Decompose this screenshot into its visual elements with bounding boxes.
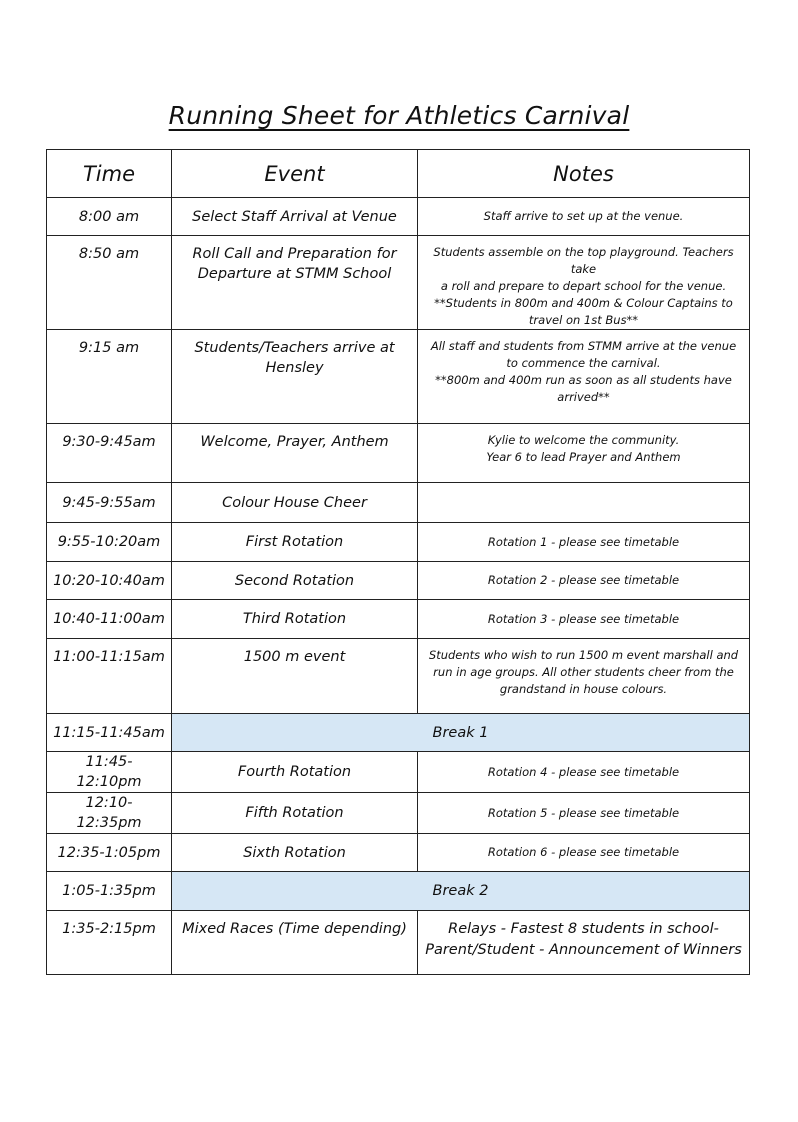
notes-line: to commence the carnival. bbox=[506, 356, 661, 370]
notes-cell bbox=[418, 483, 750, 523]
time-cell: 12:35-1:05pm bbox=[47, 834, 172, 872]
notes-line: a roll and prepare to depart school for the venue. bbox=[440, 279, 727, 293]
time-cell: 9:55-10:20am bbox=[47, 523, 172, 562]
notes-line: All staff and students from STMM arrive at the venue bbox=[430, 339, 737, 353]
table-row bbox=[47, 483, 750, 523]
header-notes: Notes bbox=[418, 150, 750, 198]
page-title bbox=[0, 96, 798, 136]
time-cell: 1:05-1:35pm bbox=[47, 872, 172, 911]
notes-line: Rotation 3 - please see timetable bbox=[487, 611, 680, 626]
table-row bbox=[47, 236, 750, 330]
notes-line: Rotation 1 - please see timetable bbox=[487, 534, 680, 549]
event-line: Third Rotation bbox=[242, 611, 347, 627]
notes-line: Rotation 2 - please see timetable bbox=[487, 573, 680, 587]
event-cell bbox=[172, 523, 418, 562]
break-row bbox=[47, 872, 750, 911]
table-row bbox=[47, 330, 750, 424]
break-row bbox=[47, 714, 750, 752]
notes-line: **800m and 400m run as soon as all students have bbox=[435, 373, 732, 387]
notes-cell bbox=[418, 752, 750, 793]
event-cell bbox=[172, 911, 418, 975]
event-cell bbox=[172, 600, 418, 639]
time-cell: 11:00-11:15am bbox=[47, 639, 172, 714]
notes-cell bbox=[418, 562, 750, 600]
event-line: Students/Teachers arrive at bbox=[194, 340, 395, 356]
event-line: Second Rotation bbox=[234, 572, 355, 589]
break-cell: Break 2 bbox=[172, 872, 750, 911]
notes-line: Relays - Fastest 8 students in school- bbox=[448, 921, 719, 937]
notes-line: arrived** bbox=[557, 390, 610, 404]
notes-line: Staff arrive to set up at the venue. bbox=[483, 209, 684, 223]
header-row bbox=[47, 150, 750, 198]
event-line: Hensley bbox=[265, 360, 324, 376]
notes-line: grandstand in house colours. bbox=[499, 682, 668, 696]
time-cell: 1:35-2:15pm bbox=[47, 911, 172, 975]
table-row bbox=[47, 198, 750, 236]
event-line: First Rotation bbox=[245, 534, 344, 550]
table-row bbox=[47, 523, 750, 562]
time-cell: 9:15 am bbox=[47, 330, 172, 424]
time-cell: 10:20-10:40am bbox=[47, 562, 172, 600]
event-cell bbox=[172, 752, 418, 793]
notes-cell bbox=[418, 523, 750, 562]
notes-line: Year 6 to lead Prayer and Anthem bbox=[486, 450, 681, 464]
notes-cell bbox=[418, 236, 750, 330]
notes-line: run in age groups. All other students cheer from the bbox=[433, 665, 734, 679]
page-title-text: Running Sheet for Athletics Carnival bbox=[168, 101, 630, 130]
notes-line: Students who wish to run 1500 m event marshall and bbox=[428, 648, 739, 662]
event-cell bbox=[172, 330, 418, 424]
notes-line: Students assemble on the top playground. Teachers take bbox=[433, 245, 734, 276]
event-line: Fourth Rotation bbox=[237, 764, 352, 780]
notes-line: Rotation 5 - please see timetable bbox=[487, 805, 680, 820]
table-row bbox=[47, 639, 750, 714]
notes-cell bbox=[418, 639, 750, 714]
notes-line: travel on 1st Bus** bbox=[528, 313, 639, 327]
time-cell: 11:45-12:10pm bbox=[47, 752, 172, 793]
notes-line: Kylie to welcome the community. bbox=[487, 433, 680, 447]
notes-cell bbox=[418, 198, 750, 236]
time-cell: 9:30-9:45am bbox=[47, 424, 172, 483]
notes-cell bbox=[418, 424, 750, 483]
event-cell bbox=[172, 793, 418, 834]
header-event: Event bbox=[172, 150, 418, 198]
table-row bbox=[47, 752, 750, 793]
event-line: Departure at STMM School bbox=[197, 266, 392, 282]
notes-line: Rotation 6 - please see timetable bbox=[487, 845, 680, 859]
event-line: Colour House Cheer bbox=[222, 494, 367, 511]
table-row bbox=[47, 424, 750, 483]
notes-cell bbox=[418, 911, 750, 975]
event-line: Roll Call and Preparation for bbox=[192, 246, 397, 262]
notes-cell bbox=[418, 600, 750, 639]
header-time: Time bbox=[47, 150, 172, 198]
event-cell bbox=[172, 198, 418, 236]
table-row bbox=[47, 793, 750, 834]
table-row bbox=[47, 911, 750, 975]
event-cell bbox=[172, 483, 418, 523]
running-sheet-table bbox=[46, 149, 750, 975]
time-cell: 9:45-9:55am bbox=[47, 483, 172, 523]
table-row bbox=[47, 600, 750, 639]
event-line: Fifth Rotation bbox=[245, 805, 344, 821]
event-cell bbox=[172, 424, 418, 483]
event-line: Welcome, Prayer, Anthem bbox=[200, 434, 389, 450]
event-line: Select Staff Arrival at Venue bbox=[192, 208, 397, 225]
event-cell bbox=[172, 562, 418, 600]
notes-cell bbox=[418, 834, 750, 872]
notes-line: Parent/Student - Announcement of Winners bbox=[425, 942, 742, 958]
break-cell: Break 1 bbox=[172, 714, 750, 752]
event-line: Mixed Races (Time depending) bbox=[182, 921, 407, 937]
notes-line: Rotation 4 - please see timetable bbox=[487, 764, 680, 779]
time-cell: 12:10-12:35pm bbox=[47, 793, 172, 834]
time-cell: 8:00 am bbox=[47, 198, 172, 236]
table-row bbox=[47, 834, 750, 872]
time-cell: 10:40-11:00am bbox=[47, 600, 172, 639]
event-line: Sixth Rotation bbox=[243, 844, 346, 861]
notes-cell bbox=[418, 330, 750, 424]
time-cell: 11:15-11:45am bbox=[47, 714, 172, 752]
time-cell: 8:50 am bbox=[47, 236, 172, 330]
event-line: 1500 m event bbox=[243, 649, 346, 665]
table-row bbox=[47, 562, 750, 600]
notes-cell bbox=[418, 793, 750, 834]
notes-line: **Students in 800m and 400m & Colour Captains to bbox=[434, 296, 733, 310]
event-cell bbox=[172, 236, 418, 330]
event-cell bbox=[172, 834, 418, 872]
event-cell bbox=[172, 639, 418, 714]
